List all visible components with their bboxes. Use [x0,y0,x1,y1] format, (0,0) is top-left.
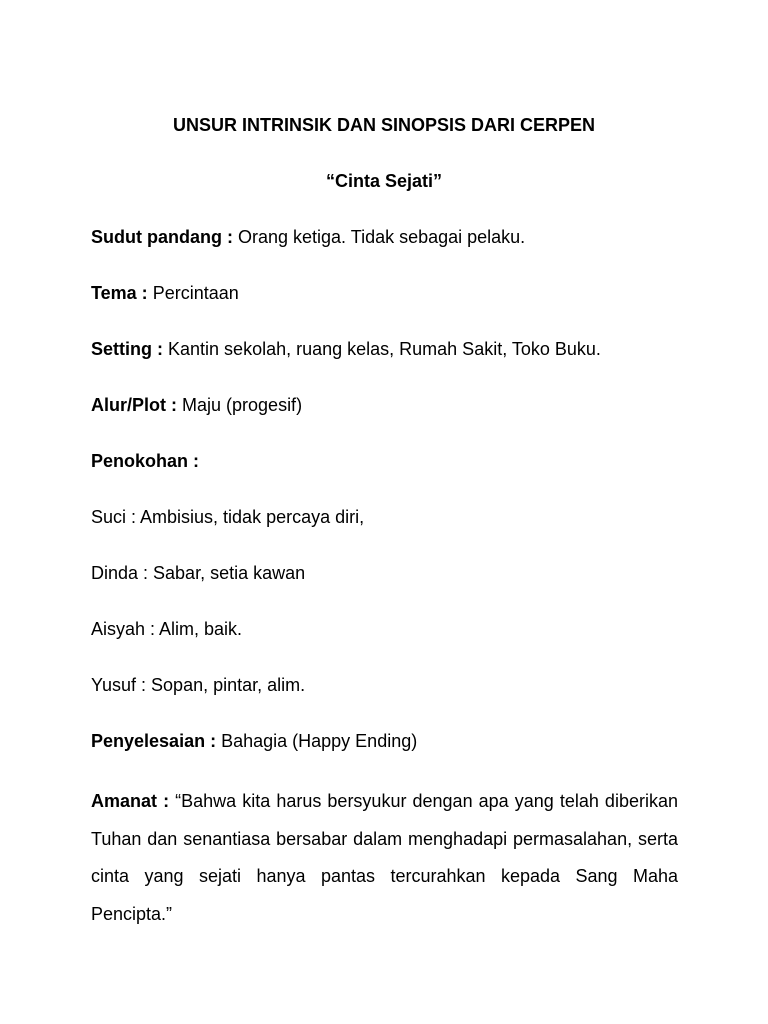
sudut-pandang-value: Orang ketiga. Tidak sebagai pelaku. [238,227,526,247]
sudut-pandang-row [91,225,678,249]
tema-value: Percintaan [152,283,239,303]
setting-label: Setting : [91,339,163,359]
character-yusuf: Yusuf : Sopan, pintar, alim. [91,675,306,695]
tema-row [91,281,678,305]
penyelesaian-row [91,729,678,753]
penyelesaian-label: Penyelesaian : [91,731,217,751]
amanat-paragraph [91,783,678,933]
sudut-pandang-label: Sudut pandang : [91,227,233,247]
alur-value: Maju (progesif) [182,395,303,415]
alur-label: Alur/Plot : [91,395,177,415]
setting-value: Kantin sekolah, ruang kelas, Rumah Sakit, Toko Buku. [168,339,601,359]
tema-label: Tema : [91,283,148,303]
amanat-label: Amanat : [91,791,170,811]
alur-row [91,393,678,417]
penyelesaian-value: Bahagia (Happy Ending) [221,731,418,751]
story-title: “Cinta Sejati” [325,171,443,191]
penokohan-label: Penokohan : [91,451,200,471]
amanat-value: “Bahwa kita harus bersyukur dengan apa yang telah diberikan Tuhan dan senantiasa bersabar dalam menghadapi permasalahan, serta cinta yang sejati hanya pantas tercurahkan kepada Sang Maha Pencipta.” [91,791,678,924]
setting-row [91,337,678,361]
page-title: UNSUR INTRINSIK DAN SINOPSIS DARI CERPEN [172,115,596,135]
character-aisyah: Aisyah : Alim, baik. [91,619,243,639]
character-dinda: Dinda : Sabar, setia kawan [91,563,306,583]
character-suci: Suci : Ambisius, tidak percaya diri, [91,507,365,527]
